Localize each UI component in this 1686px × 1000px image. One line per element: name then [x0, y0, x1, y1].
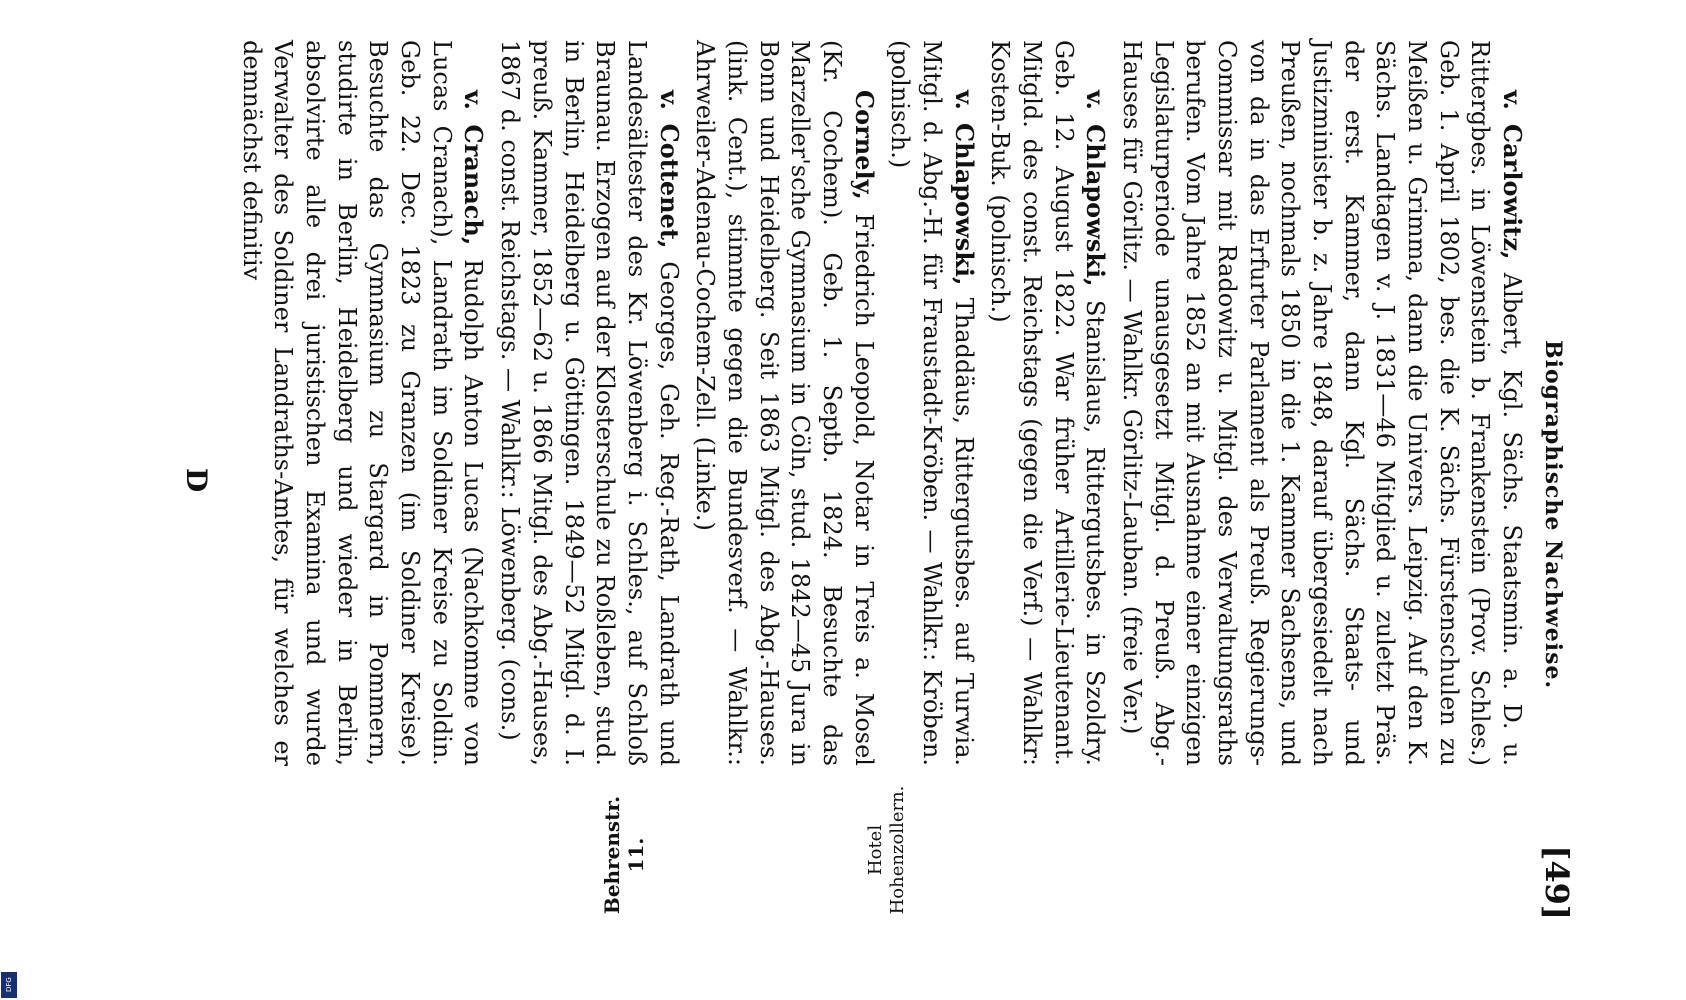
entry-text: Stanislaus, Rittergutsbes. in Szoldry. Geb. 12. August 1822. War früher Artillerie-Lieutenant. Mitgld. des const. Reichstags (gegen die Verf.) — Wahlkr: Kosten-Buk. (polnisch.)	[986, 40, 1110, 766]
biography-entry	[984, 40, 1112, 766]
biography-entry	[235, 40, 489, 766]
rotated-page	[150, 0, 1590, 960]
page-header	[1538, 40, 1576, 920]
street-margin-note: Behrenstr. 11.	[600, 795, 648, 915]
entry-text: Rudolph Anton Lucas (Nachkomme von Lucas Cranach), Landrath im Soldiner Kreise zu Soldin. Geb. 22. Dec. 1823 zu Granzen (im Soldiner Kreise). Besuchte das Gymnasium zu Stargard in Pommern, studirte in Berlin, Heidelberg und wieder in Berlin, absolvirte alle drei juristischen Examina und wurde Verwalter des Soldiner Landraths-Amtes, für welches er demnächst definitiv	[237, 40, 488, 766]
digitization-credit-strip	[0, 0, 22, 1000]
hotel-margin-note: Hotel Hohenzollern.	[864, 785, 908, 915]
entry-text: Friedrich Leopold, Notar in Treis a. Mosel (Kr. Cochem). Geb. 1. Septb. 1824. Besuchte das Marzeller'sche Gymnasium in Cöln, stud. 1842—45 Jura in Bonn und Heidelberg. Seit 1863 Mitgl. des Abg.-Hauses. (link. Cent.), stimmte gegen die Bundesverf. — Wahlkr.: Ahrweiler-Adenau-Cochem-Zell. (Linke.)	[691, 40, 878, 766]
footer-letter: D	[180, 467, 214, 493]
biography-entry	[689, 40, 880, 766]
page-number: [49]	[1538, 845, 1576, 920]
entry-text: Georges, Geh. Reg.-Rath, Landrath und Landesältester des Kr. Löwenberg i. Schles., auf Schloß Braunau. Erzogen auf der Klosterschule zu Roßleben, stud. in Berlin, Heidelberg u. Göttingen. 1849—52 Mitgl. d. I. preuß. Kammer, 1852—62 u. 1866 Mitgl. des Abg.-Hauses, 1867 d. const. Reichstags. — Wahlkr.: Löwenberg. (cons.)	[496, 40, 683, 767]
biography-entry	[1115, 40, 1528, 766]
page-body	[231, 40, 1528, 920]
entry-name: v. Cottenet,	[654, 90, 684, 249]
entry-name: v. Cranach,	[459, 90, 489, 246]
entry-name: v. Chlapowski,	[949, 90, 979, 286]
running-head: Biographische Nachweise.	[1540, 340, 1566, 690]
entry-text: Thaddäus, Rittergutsbes. auf Turwia. Mitgl. d. Abg.-H. für Fraustadt-Kröben. — Wahlkr.: Kröben. (polnisch.)	[886, 40, 978, 766]
biography-entry	[884, 40, 980, 766]
entry-name: v. Carlowitz,	[1498, 90, 1527, 260]
entry-name: Cornely,	[849, 90, 879, 200]
entry-name: v. Chlapowski,	[1081, 90, 1111, 287]
biography-entries	[231, 40, 1528, 766]
entry-text: Albert, Kgl. Sächs. Staatsmin. a. D. u. Rittergbes. in Löwenstein b. Frankenstein (Prov. Schles.) Geb. 1. April 1802, bes. die K. Sächs. Fürstenschulen zu Meißen u. Grimma, dann die Univers. Leipzig. Auf den K. Sächs. Landtagen v. J. 1831—46 Mitglied u. zuletzt Präs. der erst. Kammer, dann Kgl. Sächs. Staats- und Justizminister b. z. Jahre 1848, darauf übergesiedelt nach Preußen, nochmals 1850 in die 1. Kammer Sachsens, und von da in das Erfurter Parlament als Preuß. Regierungs-Commissar mit Radowitz u. Mitgl. des Verwaltungsraths berufen. Vom Jahre 1852 an mit Ausnahme einer einzigen Legislaturperiode unausgesetzt Mitgl. d. Preuß. Abg.-Hauses für Görlitz. — Wahlkr. Görlitz-Lauban. (freie Ver.)	[1117, 40, 1526, 766]
margin-notes	[231, 780, 1528, 920]
dfg-logo: DFG	[1, 972, 17, 998]
scanned-page-area	[150, 0, 1590, 1000]
biography-entry	[494, 40, 685, 766]
